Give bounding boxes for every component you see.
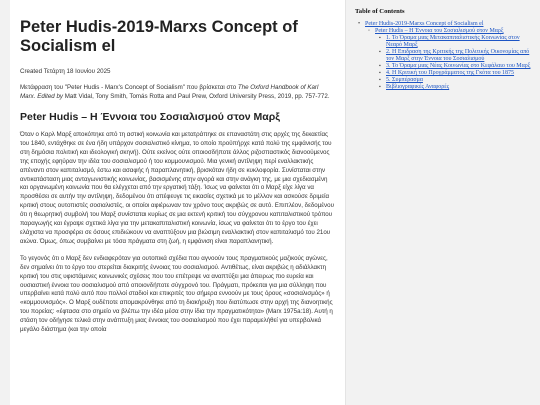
- paragraph: Το γεγονός ότι ο Μαρξ δεν ενδιαφερόταν για ουτοπικά σχέδια που αγνοούν τους πραγματικούς μαζικούς αγώνες, δεν σημαίνει ότι το έργο του στερείται διακριτής έννοιας του σοσιαλισμού. Αντιθέτως, είναι ακριβώς η αδιάλλακτη κριτική του στις υφιστάμενες κοινωνικές σχέσεις που του επέτρεψε να αναπτύξει μια άπειρως πιο ευρεία και ουσιαστική έννοια του σοσιαλισμού από οποιονδήποτε σύγχρονό του. Πράγματι, πρόκειται για μια σύλληψη που υπερβαίνει κατά πολύ αυτό που πολλοί σταδιοί και επικριτές του σήμερα εννοούν με τους όρους «σοσιαλισμός» ή «κομμουνισμός». Ο Μαρξ ουδέποτε απομακρύνθηκε από τη διακήρυξη που διατύπωσε στην αρχή της διανοητικής του πορείας: «έφτασα στο σημείο να βλέπω την ιδέα μέσα στην ίδια την πραγματικότητα» (Marx 1975a:18). Αυτή η στάση τον οδήγησε τελικά στην ανάπτυξη μιας έννοιας του σοσιαλισμού που έχει παραμελήθεί για υπερβολικά μεγάλο διάστημα (και την οποία: [20, 254, 333, 334]
- toc-item: [386, 84, 533, 91]
- toc-subsublist: [375, 35, 533, 91]
- toc-item: [386, 70, 533, 77]
- toc-link-chapter-2[interactable]: 2. Η Επιδραση της Κριτικής της Πολιτικής Οικονομίας από τον Μαρξ στην Έννοια του Σοσιαλισμού: [386, 49, 530, 62]
- page-title: Peter Hudis-2019-Marxs Concept of Socialism el: [20, 18, 298, 55]
- toc-sublist: [365, 28, 533, 91]
- toc-link-chapter-4[interactable]: 4. Η Κριτική του Προγράμματος της Γκότα του 1875: [386, 70, 515, 76]
- toc-item: [386, 77, 533, 84]
- toc-list: [355, 21, 533, 91]
- created-date: Created Τετάρτη 18 Ιουνίου 2025: [20, 68, 111, 75]
- document-page: [10, 0, 346, 405]
- toc-item: [386, 49, 533, 63]
- toc-link-section[interactable]: Peter Hudis – Η Έννοια του Σοσιαλισμού στον Μαρξ: [375, 28, 504, 34]
- translation-note-text: Μετάφραση του "Peter Hudis - Marx's Concept of Socialism" που βρίσκεται στο: [20, 84, 238, 91]
- translation-note-editors: Matt Vidal, Tony Smith, Tomás Rotta and Paul Prew, Oxford University Press, 2019, pp. 757-772.: [63, 93, 330, 100]
- toc-link-chapter-1[interactable]: 1. Το Όραμα μιας Μετακαπιταλιστικής Κοινωνίας στον Νεαρό Μαρξ: [386, 35, 520, 48]
- toc-link-document[interactable]: Peter Hudis-2019-Marxs Concept of Socialism el: [365, 21, 484, 27]
- toc-title: Table of Contents: [355, 8, 405, 15]
- translation-note-source: The Oxford Handbook of Karl Marx. Edited by: [20, 84, 319, 100]
- toc-link-chapter-5[interactable]: 5. Συμπέρασμα: [386, 77, 423, 83]
- toc-item: [386, 63, 533, 70]
- section-heading: Peter Hudis – Η Έννοια του Σοσιαλισμού στον Μαρξ: [20, 111, 280, 123]
- toc-item: [386, 35, 533, 49]
- table-of-contents: [355, 8, 533, 91]
- toc-link-references[interactable]: Βιβλιογραφικές Αναφορές: [386, 84, 450, 90]
- translation-note: [20, 83, 335, 101]
- toc-item: [365, 21, 533, 91]
- toc-item: [375, 28, 533, 91]
- paragraph: Όταν ο Καρλ Μαρξ αποκόπηκε από τη αστική κοινωνία και μετατράπηκε σε επαναστάτη στις αρχές της δεκαετίας του 1840, εντάχθηκε σε ένα ήδη υπάρχον σοσιαλιστικό κίνημα, το οποίο προϋπήρχε κατά πολύ της εμφάνισής του στη δημόσια πολιτική και ιδεολογική σκηνή). Ούτε εκείνος ούτε οποιοσδήποτε άλλος ριζοσπαστικός διανοούμενος της εποχής εφηύραν την ιδέα του σοσιαλισμού ή του κομμουνισμού. Μια γενική αντίληψη περί εναλλακτικής απέναντι στον καπιταλισμό, έστω και ασαφής ή παραπλανητική, βρισκόταν ήδη σε κυκλοφορία. Συνίσταται στην αντικατάσταση μιας ανταγωνιστικής κοινωνίας, βασισμένης στην αγορά και στην ανάγκη της, με μια σχεδιασμένη και οργανωμένη κοινωνία που θα ελέγχεται από την εργατική τάξη. Ίσως να φαίνεται ότι ο Μαρξ είχε λίγα να προσθέσει σε αυτήν την αντίληψη, δεδομένου ότι απέφευγε τις εικασίες σχετικά με το μέλλον και ασκούσε δριμεία κριτική στους ουτοπιστές σοσιαλιστές, οι οποίοι αφιέρωναν τον χρόνο τους ακριβώς σε αυτό. Επιπλέον, δεδομένου ότι η θεωρητική συμβολή του Μαρξ συνίσταται κυρίως σε μια εκτενή κριτική του σύγχρονου καπιταλιστικού τρόπου παραγωγής και έγραψε σχετικά λίγα για την μετακαπιταλιστική κοινωνία, ίσως να φαίνεται ότι το έργο του έχει ελάχιστα να προσφέρει σε όσους επιδιώκουν να αναπτύξουν μια βιώσιμη εναλλακτική στον καπιταλισμό του 21ου αιώνα. Όμως, όπως συμβαίνει με τόσα πράγματα στη ζωή, η εμφάνιση είναι παραπλανητική.: [20, 131, 334, 245]
- toc-link-chapter-3[interactable]: 3. Το Όραμα μιας Νέας Κοινωνίας στο Κεφάλαιο του Μαρξ: [386, 63, 531, 69]
